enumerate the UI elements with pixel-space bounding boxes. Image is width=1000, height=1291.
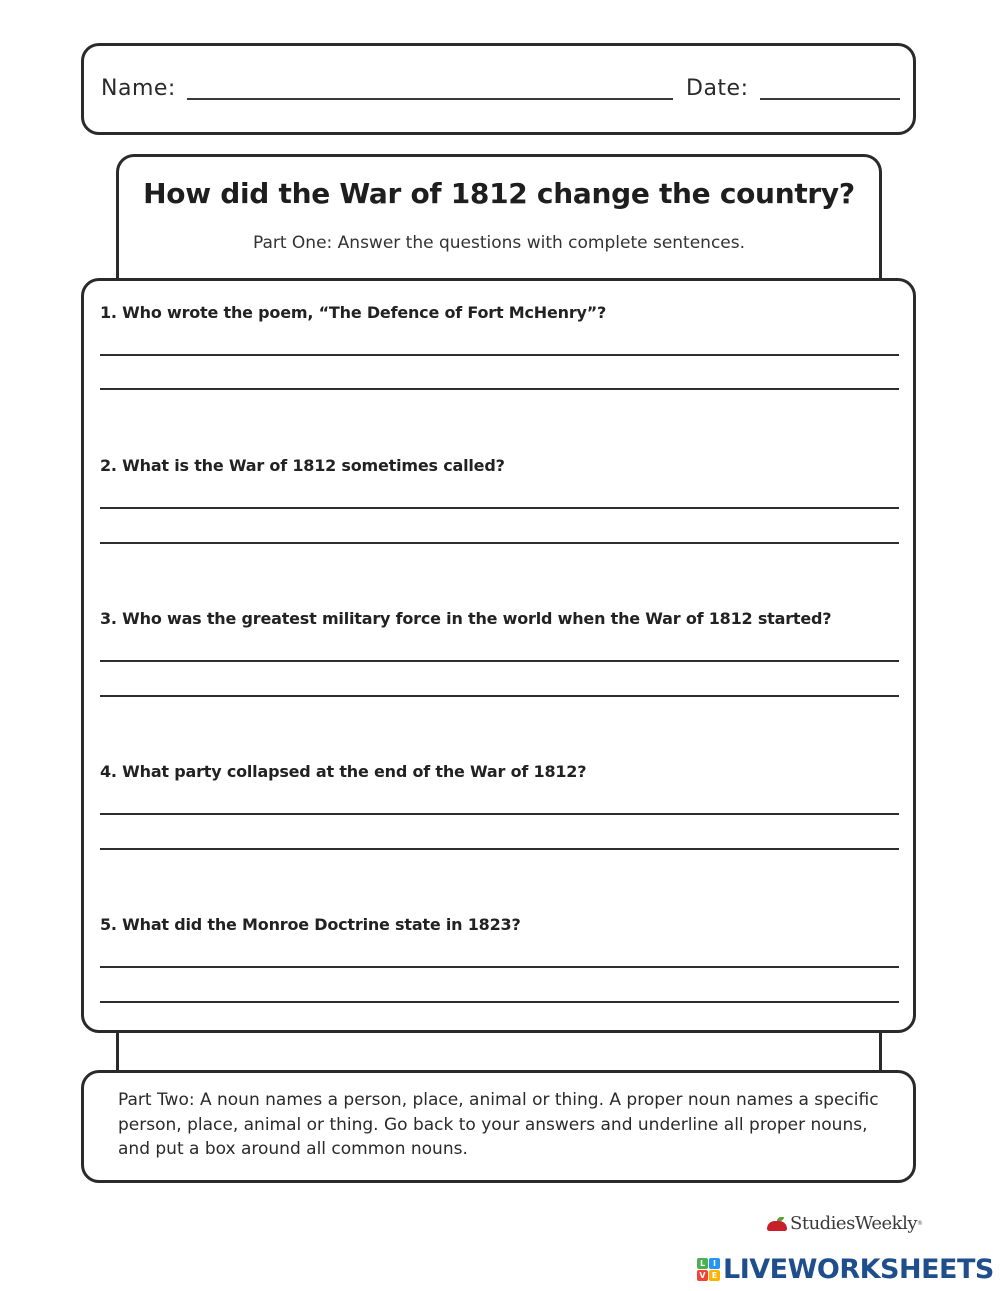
questions-box (81, 278, 916, 1033)
question-3: 3. Who was the greatest military force in the world when the War of 1812 started? (100, 609, 832, 628)
answer-1-line-2[interactable] (100, 388, 899, 390)
registered-mark: ® (917, 1220, 923, 1227)
answer-5-line-1[interactable] (100, 966, 899, 968)
studies-weekly-logo (767, 1213, 923, 1234)
live-icon (697, 1258, 720, 1281)
platform-name: LIVEWORKSHEETS (723, 1254, 994, 1285)
box-connector (116, 1030, 882, 1075)
date-field[interactable] (760, 98, 900, 100)
answer-4-line-2[interactable] (100, 848, 899, 850)
name-label: Name: (101, 76, 176, 101)
part-one-instructions: Part One: Answer the questions with complete sentences. (252, 233, 746, 253)
question-2: 2. What is the War of 1812 sometimes called? (100, 456, 505, 475)
live-icon-v: V (697, 1270, 708, 1281)
date-label: Date: (686, 76, 749, 101)
apple-icon (767, 1217, 787, 1231)
question-5: 5. What did the Monroe Doctrine state in 1823? (100, 915, 521, 934)
answer-1-line-1[interactable] (100, 354, 899, 356)
part-two-box (81, 1070, 916, 1183)
answer-5-line-2[interactable] (100, 1001, 899, 1003)
answer-3-line-2[interactable] (100, 695, 899, 697)
answer-4-line-1[interactable] (100, 813, 899, 815)
live-icon-l: L (697, 1258, 708, 1269)
answer-2-line-2[interactable] (100, 542, 899, 544)
name-field[interactable] (187, 98, 673, 100)
name-date-box (81, 43, 916, 135)
question-1: 1. Who wrote the poem, “The Defence of Fort McHenry”? (100, 303, 607, 322)
answer-3-line-1[interactable] (100, 660, 899, 662)
page-title: How did the War of 1812 change the country? (143, 177, 855, 210)
answer-2-line-1[interactable] (100, 507, 899, 509)
live-icon-e: E (709, 1270, 720, 1281)
live-icon-i: I (709, 1258, 720, 1269)
question-4: 4. What party collapsed at the end of the War of 1812? (100, 762, 587, 781)
publisher-name: StudiesWeekly (790, 1213, 917, 1234)
liveworksheets-logo (697, 1254, 994, 1285)
part-two-instructions: Part Two: A noun names a person, place, animal or thing. A proper noun names a specific person, place, animal or thing. Go back to your answers and underline all proper nouns, and put a box around all common nouns. (118, 1090, 879, 1159)
